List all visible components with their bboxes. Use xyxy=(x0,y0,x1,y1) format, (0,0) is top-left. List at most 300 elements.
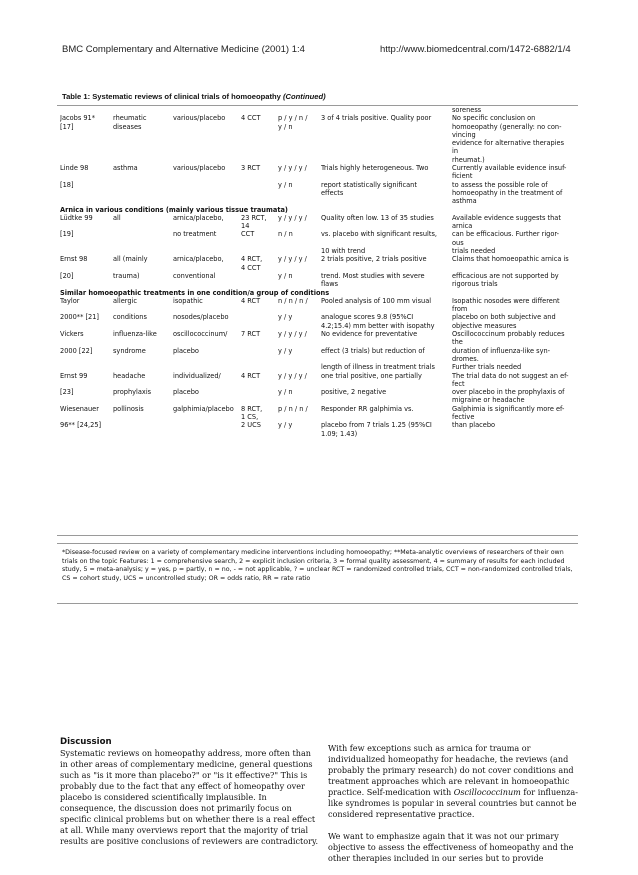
table-cell: effects xyxy=(321,188,344,197)
table-cell: Linde 98 xyxy=(60,164,89,173)
right-p1-text-b: for influenza-like syndromes is popular in several countries but cannot be considered representative practice. xyxy=(328,787,578,819)
table-row xyxy=(60,380,578,388)
table-cell xyxy=(278,156,321,164)
table-cell xyxy=(241,139,278,147)
table-cell xyxy=(321,380,452,388)
table-cell: 1 CS, xyxy=(241,412,259,421)
table-cell: [20] xyxy=(60,271,74,280)
table-row xyxy=(60,313,578,321)
table-cell xyxy=(278,222,321,230)
table-cell: rigorous trials xyxy=(452,280,498,289)
table-cell: can be efficacious. Further rigor- xyxy=(452,230,560,239)
table-cell: arnica/placebo, xyxy=(173,213,224,222)
table-cell xyxy=(173,421,241,429)
table-cell xyxy=(60,106,113,114)
table-cell xyxy=(113,222,173,230)
table-cell: conditions xyxy=(113,313,147,322)
table-cell: all xyxy=(113,213,121,222)
table-cell xyxy=(241,239,278,247)
table-cell xyxy=(113,156,173,164)
table-cell: y / n xyxy=(278,122,293,131)
table-cell xyxy=(241,147,278,155)
table-cell: Ernst 99 xyxy=(60,371,88,380)
table-cell xyxy=(173,396,241,404)
table-cell xyxy=(113,139,173,147)
discussion-left-column xyxy=(60,737,320,858)
table-cell xyxy=(113,305,173,313)
table-cell xyxy=(278,131,321,139)
table-cell: galphimia/placebo xyxy=(173,404,234,413)
table-row xyxy=(60,430,578,438)
table-cell: Taylor xyxy=(60,296,80,305)
table-cell xyxy=(278,338,321,346)
table-cell: trend. Most studies with severe xyxy=(321,271,425,280)
table-cell: Further trials needed xyxy=(452,363,522,372)
table-row xyxy=(60,131,578,139)
table-cell: arnica xyxy=(452,222,473,231)
table-cell: asthma xyxy=(452,197,477,206)
table-cell xyxy=(452,264,578,272)
table-cell xyxy=(241,156,278,164)
table-cell xyxy=(173,197,241,205)
table-cell: ficient xyxy=(452,172,473,181)
table-cell: various/placebo xyxy=(173,114,226,123)
table-cell xyxy=(173,413,241,421)
table-cell xyxy=(60,172,113,180)
table-cell: 4 RCT xyxy=(241,296,261,305)
table-cell: allergic xyxy=(113,296,137,305)
table-cell xyxy=(173,239,241,247)
table-cell xyxy=(452,430,578,438)
table-cell xyxy=(60,131,113,139)
table-cell: one trial positive, one partially xyxy=(321,371,422,380)
table-cell: Galphimia is significantly more ef- xyxy=(452,404,565,413)
table-cell: trauma) xyxy=(113,271,140,280)
table-cell: fect xyxy=(452,379,465,388)
table-cell: rheumatic xyxy=(113,114,147,123)
table-row xyxy=(60,388,578,396)
table-cell xyxy=(113,147,173,155)
table-cell: y / y xyxy=(278,421,293,430)
section-similar-row xyxy=(60,289,578,297)
table-row xyxy=(60,230,578,238)
table-cell xyxy=(321,396,452,404)
table-row xyxy=(60,396,578,404)
table-cell xyxy=(241,347,278,355)
table-cell xyxy=(278,264,321,272)
table-cell xyxy=(278,247,321,255)
table-cell xyxy=(60,363,113,371)
table-cell xyxy=(113,355,173,363)
table-cell: y / y / y / xyxy=(278,164,307,173)
table-row xyxy=(60,272,578,280)
table-row xyxy=(60,413,578,421)
table-title xyxy=(62,92,326,101)
table-cell: [23] xyxy=(60,388,74,397)
table-cell: in xyxy=(452,147,459,156)
table-footnote: *Disease-focused review on a variety of complementary medicine interventions including homoeopathy; **Meta-analytic overviews of researchers of their own trials on the topic Features: 1 = comprehensive search, 2 = explicit inclusion criteria, 3 = formal quality assessment, 4 = summary of results for each included study, 5 = meta-analysis; y = yes, p = partly, n = no, - = not applicable, ? = unclear RCT = randomized controlled trials, CCT = non-randomized controlled trials, CS = cohort study, UCS = uncontrolled study; OR = odds ratio, RR = rate ratio xyxy=(62,549,573,582)
table-cell: asthma xyxy=(113,164,138,173)
table-cell xyxy=(278,106,321,114)
table-cell xyxy=(60,355,113,363)
table-cell: homoeopathy (generally: no con- xyxy=(452,122,562,131)
table-cell: oscillococcinum/ xyxy=(173,330,228,339)
table-cell xyxy=(321,172,452,180)
table-cell xyxy=(173,355,241,363)
table-cell xyxy=(321,355,452,363)
table-cell xyxy=(321,123,452,131)
table-cell xyxy=(241,247,278,255)
table-cell xyxy=(278,305,321,313)
table-cell: conventional xyxy=(173,271,216,280)
table-cell xyxy=(173,247,241,255)
table-cell: placebo from 7 trials 1.25 (95%CI xyxy=(321,421,432,430)
table-row xyxy=(60,421,578,429)
table-cell: 4 CCT xyxy=(241,114,261,123)
table-cell: y / y / y / xyxy=(278,371,307,380)
discussion-heading: Discussion xyxy=(60,737,112,747)
table-cell: to assess the possible role of xyxy=(452,180,548,189)
table-row xyxy=(60,330,578,338)
table-cell xyxy=(60,239,113,247)
table-cell xyxy=(278,363,321,371)
table-cell xyxy=(241,280,278,288)
table-cell: headache xyxy=(113,371,146,380)
table-cell xyxy=(241,313,278,321)
table-cell xyxy=(173,280,241,288)
table-cell xyxy=(241,388,278,396)
table-cell xyxy=(278,189,321,197)
table-cell xyxy=(113,413,173,421)
table-cell: homoeopathy in the treatment of xyxy=(452,188,563,197)
table-cell xyxy=(321,156,452,164)
table-cell: CCT xyxy=(241,230,255,239)
table-cell xyxy=(173,156,241,164)
table-cell: Claims that homoeopathic arnica is xyxy=(452,255,569,264)
table-cell xyxy=(321,139,452,147)
table-cell: No specific conclusion on xyxy=(452,114,536,123)
table-cell: 1.09; 1.43) xyxy=(321,429,358,438)
table-cell: than placebo xyxy=(452,421,496,430)
section-arnica-row xyxy=(60,206,578,214)
table-cell: over placebo in the prophylaxis of xyxy=(452,388,565,397)
table-cell: ous xyxy=(452,238,464,247)
table-title-suffix: (Continued) xyxy=(283,92,326,101)
table-cell: y / y xyxy=(278,346,293,355)
table-cell: fective xyxy=(452,412,475,421)
table-cell: placebo xyxy=(173,346,199,355)
table-cell xyxy=(173,189,241,197)
table-cell: 10 with trend xyxy=(321,247,366,256)
table-cell xyxy=(278,430,321,438)
table-cell xyxy=(241,380,278,388)
table-row xyxy=(60,114,578,122)
table-cell xyxy=(241,396,278,404)
table-cell: Quality often low. 13 of 35 studies xyxy=(321,213,434,222)
table-row xyxy=(60,347,578,355)
table-cell xyxy=(60,156,113,164)
table-cell: report statistically significant xyxy=(321,180,417,189)
table-cell: objective measures xyxy=(452,321,517,330)
table-cell: flaws xyxy=(321,280,339,289)
table-cell: various/placebo xyxy=(173,164,226,173)
table-cell xyxy=(241,363,278,371)
table-cell xyxy=(321,147,452,155)
table-cell xyxy=(173,430,241,438)
table-cell: n / n xyxy=(278,230,293,239)
reviews-table xyxy=(60,106,578,438)
table-cell xyxy=(173,172,241,180)
table-cell: y / y xyxy=(278,313,293,322)
table-cell: arnica/placebo, xyxy=(173,255,224,264)
table-cell: 2000** [21] xyxy=(60,313,100,322)
table-cell: Oscillococcinum probably reduces xyxy=(452,330,565,339)
table-cell: Trials highly heterogeneous. Two xyxy=(321,164,429,173)
table-cell: [17] xyxy=(60,122,74,131)
table-cell: analogue scores 9.8 (95%CI xyxy=(321,313,414,322)
discussion-left-paragraph: Systematic reviews on homeopathy address, more often than in other areas of complementary medicine, general questions such as "is it more than placebo?" or "is it effective?" This is probably due to the fact that any effect of homeopathy over placebo is considered scientifically implausible. In consequence, the discussion does not primarily focus on specific clinical problems but on whether there is a real effect at all. While many overviews report that the majority of trial results are positive conclusions of reviewers are contradictory. xyxy=(60,748,319,846)
table-cell xyxy=(173,139,241,147)
table-cell xyxy=(113,131,173,139)
table-cell xyxy=(173,123,241,131)
table-cell: placebo xyxy=(173,388,199,397)
table-cell xyxy=(60,338,113,346)
table-cell xyxy=(278,322,321,330)
table-cell xyxy=(278,239,321,247)
discussion-right-paragraph-1 xyxy=(328,743,588,820)
table-row xyxy=(60,189,578,197)
table-cell: positive, 2 negative xyxy=(321,388,387,397)
table-cell: The trial data do not suggest an ef- xyxy=(452,371,569,380)
reviews-table-body xyxy=(60,106,578,438)
table-cell xyxy=(241,322,278,330)
table-cell xyxy=(173,305,241,313)
table-row xyxy=(60,264,578,272)
table-cell xyxy=(113,421,173,429)
table-cell xyxy=(60,322,113,330)
table-cell xyxy=(113,172,173,180)
discussion-right-column xyxy=(328,743,588,875)
table-row xyxy=(60,181,578,189)
table-cell: Responder RR galphimia vs. xyxy=(321,404,414,413)
table-cell xyxy=(113,197,173,205)
table-row xyxy=(60,164,578,172)
table-cell xyxy=(241,123,278,131)
table-row xyxy=(60,305,578,313)
table-cell xyxy=(241,338,278,346)
table-cell xyxy=(241,305,278,313)
table-cell xyxy=(113,230,173,238)
table-cell: Wiesenauer xyxy=(60,404,99,413)
table-cell: individualized/ xyxy=(173,371,221,380)
table-row xyxy=(60,197,578,205)
table-cell: Pooled analysis of 100 mm visual xyxy=(321,296,432,305)
table-row xyxy=(60,247,578,255)
table-cell xyxy=(60,413,113,421)
table-cell: y / n xyxy=(278,271,293,280)
table-cell xyxy=(241,106,278,114)
table-row xyxy=(60,280,578,288)
table-cell xyxy=(60,305,113,313)
table-cell: dromes. xyxy=(452,354,479,363)
table-cell: diseases xyxy=(113,122,142,131)
table-cell: evidence for alternative therapies xyxy=(452,139,565,148)
table-cell xyxy=(173,131,241,139)
table-cell xyxy=(278,413,321,421)
table-cell xyxy=(173,264,241,272)
table-row xyxy=(60,139,578,147)
table-cell xyxy=(173,106,241,114)
table-cell: [19] xyxy=(60,230,74,239)
table-row xyxy=(60,355,578,363)
table-cell: 8 RCT, xyxy=(241,404,263,413)
table-cell xyxy=(241,197,278,205)
table-cell xyxy=(278,147,321,155)
table-cell xyxy=(278,197,321,205)
table-cell: soreness xyxy=(452,106,482,114)
table-cell xyxy=(113,430,173,438)
table-cell xyxy=(113,106,173,114)
table-cell: vs. placebo with significant results, xyxy=(321,230,437,239)
table-row xyxy=(60,372,578,380)
table-cell xyxy=(241,181,278,189)
table-bottom-rule xyxy=(57,535,578,536)
table-cell xyxy=(113,264,173,272)
table-cell: all (mainly xyxy=(113,255,148,264)
journal-header: BMC Complementary and Alternative Medicine (2001) 1:4 xyxy=(62,44,305,55)
table-row xyxy=(60,106,578,114)
table-cell xyxy=(113,181,173,189)
table-cell: Ernst 98 xyxy=(60,255,88,264)
table-row xyxy=(60,405,578,413)
table-cell xyxy=(60,247,113,255)
table-cell xyxy=(321,264,452,272)
table-cell xyxy=(241,272,278,280)
table-row xyxy=(60,338,578,346)
table-cell: nosodes/placebo xyxy=(173,313,229,322)
table-cell: syndrome xyxy=(113,346,146,355)
table-cell xyxy=(113,380,173,388)
table-cell xyxy=(113,363,173,371)
journal-url: http://www.biomedcentral.com/1472-6882/1/4 xyxy=(380,44,571,55)
table-row xyxy=(60,172,578,180)
discussion-right-paragraph-2: We want to emphasize again that it was not our primary objective to assess the effectiveness of homeopathy and the other therapies included in our series but to provide xyxy=(328,831,574,863)
table-cell: efficacious are not supported by xyxy=(452,271,559,280)
table-cell: 2 UCS xyxy=(241,421,261,430)
footnote-top-rule xyxy=(57,543,578,544)
table-row xyxy=(60,214,578,222)
table-cell xyxy=(60,139,113,147)
table-cell xyxy=(60,264,113,272)
table-cell xyxy=(60,380,113,388)
table-cell xyxy=(173,322,241,330)
table-row xyxy=(60,322,578,330)
table-cell xyxy=(321,222,452,230)
table-row xyxy=(60,147,578,155)
table-cell: placebo on both subjective and xyxy=(452,313,556,322)
table-cell: 3 RCT xyxy=(241,164,261,173)
table-cell: Currently available evidence insuf- xyxy=(452,164,567,173)
table-cell xyxy=(60,430,113,438)
table-cell xyxy=(321,131,452,139)
table-row xyxy=(60,297,578,305)
table-cell xyxy=(278,139,321,147)
table-cell xyxy=(113,189,173,197)
table-row xyxy=(60,222,578,230)
table-cell: Vickers xyxy=(60,330,84,339)
table-row xyxy=(60,123,578,131)
table-cell: 96** [24,25] xyxy=(60,421,102,430)
table-cell: from xyxy=(452,305,468,314)
table-cell: y / y / y / xyxy=(278,213,307,222)
right-p1-text-a: With few exceptions such as arnica for trauma or individualized homeopathy for headache, the reviews (and probably the primary research) do not cover conditions and treatment approaches which are relevant in homoeopathic practice. Self-medication with xyxy=(328,743,574,797)
table-cell xyxy=(278,355,321,363)
table-cell: isopathic xyxy=(173,296,203,305)
table-cell: Available evidence suggests that xyxy=(452,213,561,222)
table-cell: 4 RCT xyxy=(241,371,261,380)
table-cell xyxy=(173,181,241,189)
table-cell xyxy=(278,380,321,388)
table-cell xyxy=(113,239,173,247)
table-cell: no treatment xyxy=(173,230,217,239)
footnote-bottom-rule xyxy=(57,603,578,604)
table-cell: Jacobs 91* xyxy=(60,114,96,123)
table-cell xyxy=(113,322,173,330)
table-cell: 2 trials positive, 2 trials positive xyxy=(321,255,427,264)
table-cell: y / y / y / xyxy=(278,255,307,264)
table-cell: 4.2;15.4) mm better with isopathy xyxy=(321,321,435,330)
table-cell: trials needed xyxy=(452,247,496,256)
table-cell: migraine or headache xyxy=(452,396,525,405)
section-arnica-heading: Arnica in various conditions (mainly various tissue traumata) xyxy=(60,205,288,214)
table-cell: No evidence for preventative xyxy=(321,330,418,339)
table-cell: 23 RCT, xyxy=(241,213,267,222)
table-cell: pollinosis xyxy=(113,404,144,413)
table-cell xyxy=(321,239,452,247)
table-cell xyxy=(173,222,241,230)
table-cell xyxy=(60,222,113,230)
table-cell: prophylaxis xyxy=(113,388,152,397)
table-cell xyxy=(113,396,173,404)
table-cell: 7 RCT xyxy=(241,330,261,339)
table-cell xyxy=(321,338,452,346)
table-cell: duration of influenza-like syn- xyxy=(452,346,551,355)
table-cell xyxy=(321,413,452,421)
table-cell xyxy=(113,247,173,255)
table-title-text: Table 1: Systematic reviews of clinical trials of homoeopathy xyxy=(62,92,281,101)
table-cell: p / n / n / xyxy=(278,404,308,413)
table-cell: rheumat.) xyxy=(452,155,485,164)
table-cell xyxy=(321,197,452,205)
table-cell xyxy=(241,131,278,139)
table-cell: y / n xyxy=(278,180,293,189)
table-cell: 3 of 4 trials positive. Quality poor xyxy=(321,114,432,123)
table-cell: vincing xyxy=(452,130,476,139)
table-cell xyxy=(113,338,173,346)
table-cell: Isopathic nosodes were different xyxy=(452,296,560,305)
table-cell xyxy=(278,280,321,288)
table-cell: [18] xyxy=(60,180,74,189)
table-cell xyxy=(173,338,241,346)
table-row xyxy=(60,255,578,263)
table-cell: influenza-like xyxy=(113,330,157,339)
table-cell: n / n / n / xyxy=(278,296,308,305)
table-cell: the xyxy=(452,338,463,347)
table-cell: 4 CCT xyxy=(241,263,261,272)
table-cell xyxy=(60,147,113,155)
table-cell xyxy=(278,172,321,180)
table-cell: length of illness in treatment trials xyxy=(321,363,435,372)
